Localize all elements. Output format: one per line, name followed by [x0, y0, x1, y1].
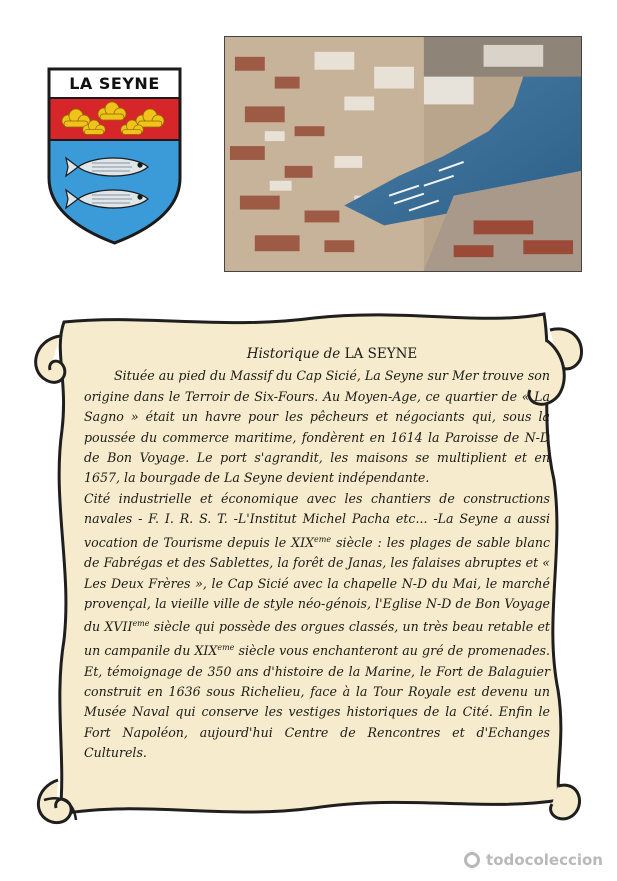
paragraph-2-part-a: Cité industrielle et économique avec les chantiers de constructions navales - F. I. R. S. T. -L'Institut Michel Pacha etc... -La Seyne a aussi vocation de Tourisme depuis le XIX [84, 490, 550, 550]
parchment-scroll [24, 300, 584, 830]
coat-of-arms [46, 66, 183, 246]
paragraph-2-part-c: siècle qui possède des orgues classés, un très beau retable et un campanile du XIX [84, 619, 550, 659]
superscript-1: eme [314, 534, 332, 544]
superscript-3: eme [217, 643, 235, 653]
paragraph-2-part-b: siècle : les plages de sable blanc de Fabrégas et des Sablettes, la forêt de Janas, les falaises abruptes et « Les Deux Frères », le Cap Sicié avec la chapelle N-D du Mai, le marché provençal, la vieille ville de style néo-génois, l'Eglise N-D de Bon Voyage du XVII [84, 534, 550, 635]
heading-place: LA SEYNE [344, 346, 418, 362]
watermark [464, 849, 603, 871]
coat-of-arms-title: LA SEYNE [69, 74, 160, 93]
superscript-2: eme [132, 619, 150, 629]
document-heading [114, 344, 550, 364]
paragraph-2 [84, 489, 550, 764]
watermark-text: todocoleccion [486, 851, 603, 869]
heading-prefix: Historique de [246, 346, 345, 362]
paragraph-2-part-d: siècle vous enchanteront au gré de promenades. Et, témoignage de 350 ans d'histoire de la Marine, le Fort de Balaguier construit en 1636 sous Richelieu, face à la Tour Royale est devenu un Musée Naval qui conserve les vestiges historiques de la Cité. Enfin le Fort Napoléon, aujourd'hui Centre de Rencontres et d'Echanges Culturels. [84, 643, 550, 761]
harbour-image [225, 37, 581, 271]
aerial-harbour-photo [224, 36, 582, 272]
history-text [84, 344, 550, 764]
watermark-logo-icon [464, 852, 480, 868]
paragraph-1: Située au pied du Massif du Cap Sicié, La Seyne sur Mer trouve son origine dans le Terroir de Six-Fours. Au Moyen-Age, ce quartier de « La Sagno » était un havre pour les pêcheurs et négociants qui, sous la poussée du commerce maritime, fondèrent en 1614 la Paroisse de N-D de Bon Voyage. Le port s'agrandit, les maisons se multiplient et en 1657, la bourgade de La Seyne devient indépendante. [84, 368, 550, 486]
